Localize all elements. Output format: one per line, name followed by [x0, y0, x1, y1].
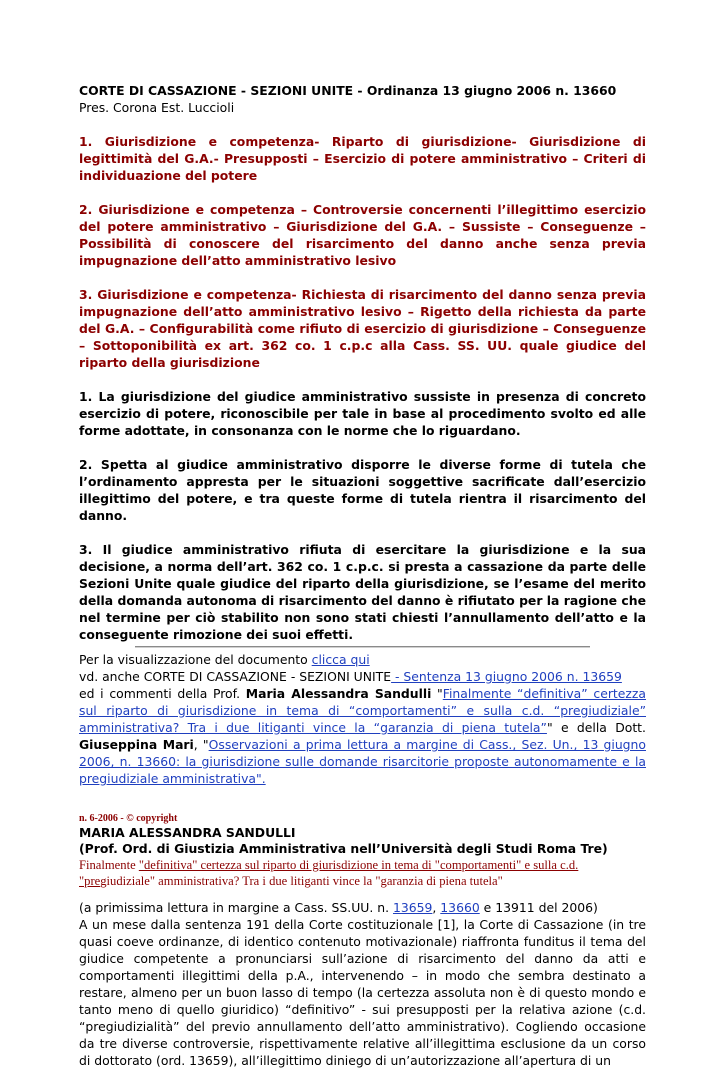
- author-mari: Giuseppina Mari: [79, 737, 194, 752]
- article-author: MARIA ALESSANDRA SANDULLI: [79, 825, 296, 840]
- note-sep: ,: [432, 900, 441, 915]
- author-sandulli: Maria Alessandra Sandulli: [245, 686, 432, 701]
- article-affiliation: (Prof. Ord. di Giustizia Amministrativa nell’Università degli Studi Roma Tre): [79, 841, 608, 856]
- article-body: A un mese dalla sentenza 191 della Corte costituzionale [1], la Corte di Cassazione (in tre quasi coeve ordinanze, di identico contenuto motivazionale) riaffronta funditus il tema del giudice competente a pronunciarsi sull’azione di risarcimento del danno da atti e comportamenti illegittimi della p.A., intervenendo – in modo che sembra destinato a restare, almeno per un buon lasso di tempo (la certezza assoluta non è di questo mondo e tanto meno di quello giuridico) “definitivo” - sui presupposti per la relativa azione (c.d. “pregiudizialità” del previo annullamento dell’atto amministrativo). Cogliendo occasione da tre diverse controversie, rispettivamente relative all’illegittima esclusione da un corso di dottorato (ord. 13659), all’illegittimo diniego di un’autorizzazione all’apertura di un: [79, 917, 646, 1068]
- view-document-prefix: Per la visualizzazione del documento: [79, 652, 312, 667]
- massima-2: 2. Spetta al giudice amministrativo disporre le diverse forme di tutela che l’ordinamento appresta per le situazioni soggettive sacrificate dall’esercizio illegittimo del potere, e tra queste forme di tutela rientra il risarcimento del danno.: [79, 457, 646, 523]
- note-link-13660[interactable]: 13660: [440, 900, 480, 915]
- document-page: [79, 82, 646, 1069]
- note-suffix: e 13911 del 2006): [479, 900, 598, 915]
- article-title: [79, 857, 646, 889]
- see-also-prefix: vd. anche CORTE DI CASSAZIONE - SEZIONI UNITE: [79, 669, 392, 684]
- view-document-link[interactable]: clicca qui: [311, 652, 370, 667]
- view-document-line: [79, 651, 646, 668]
- article-title-prefix: Finalmente: [79, 858, 139, 872]
- sentenza-13659-link[interactable]: - Sentenza 13 giugno 2006 n. 13659: [391, 669, 622, 684]
- divider: [135, 646, 590, 648]
- mari-article-link[interactable]: Osservazioni a prima lettura a margine di Cass., Sez. Un., 13 giugno 2006, n. 13660: la giurisdizione sulle domande risarcitorie proposte autonomamente e la pregiudiziale amministrativa".: [79, 737, 646, 786]
- massima-red-2: 2. Giurisdizione e competenza – Controversie concernenti l’illegittimo esercizio del potere amministrativo – Giurisdizione del G.A. – Sussiste – Conseguenze – Possibilità di conoscere del risarcimento del danno anche senza previa impugnazione dell’atto amministrativo lesivo: [79, 202, 646, 268]
- article-title-rest: giudiziale" amministrativa? Tra i due litiganti vince la "garanzia di piena tutela": [100, 874, 503, 888]
- comments-prefix: ed i commenti della Prof.: [79, 686, 246, 701]
- related-links-paragraph: [79, 668, 646, 787]
- document-subtitle: Pres. Corona Est. Luccioli: [79, 100, 235, 115]
- quote-open-1: ": [431, 686, 443, 701]
- sandulli-article-link[interactable]: Finalmente “definitiva” certezza sul riparto di giurisdizione in tema di “comportamenti” e sulla c.d. “pregiudiziale” amministrativa? Tra i due litiganti vince la “garanzia di piena tutela”: [79, 686, 647, 735]
- massima-red-1: 1. Giurisdizione e competenza- Riparto di giurisdizione- Giurisdizione di legittimità del G.A.- Presupposti – Esercizio di potere amministrativo – Criteri di individuazione del potere: [79, 134, 646, 183]
- massima-3: 3. Il giudice amministrativo rifiuta di esercitare la giurisdizione e la sua decisione, a norma dell’art. 362 co. 1 c.p.c. si presta a cassazione da parte delle Sezioni Unite quale giudice del riparto della giurisdizione, se l’esame del merito della domanda autonoma di risarcimento del danno è rifiutato per la ragione che nel termine per ciò stabilito non sono stati chiesti l’annullamento dell’atto e la conseguente rimozione dei suoi effetti.: [79, 542, 646, 642]
- article-note-prefix: (a primissima lettura in margine a Cass. SS.UU. n.: [79, 900, 393, 915]
- article-note: [79, 899, 646, 916]
- and-dott-text: " e della Dott.: [546, 720, 646, 735]
- quote-open-2: , ": [193, 737, 209, 752]
- article-title-link[interactable]: "definitiva" certezza sul riparto di giurisdizione in tema di "comportamenti" e sulla c.d. "pre: [79, 858, 579, 888]
- copyright-code: n. 6-2006 - © copyright: [79, 813, 178, 824]
- note-link-13659[interactable]: 13659: [392, 900, 433, 915]
- document-title: CORTE DI CASSAZIONE - SEZIONI UNITE - Ordinanza 13 giugno 2006 n. 13660: [79, 83, 617, 98]
- massima-1: 1. La giurisdizione del giudice amministrativo sussiste in presenza di concreto esercizio di potere, riconoscibile per tale in base al procedimento svolto ed alle forme adottate, in consonanza con le norme che lo riguardano.: [79, 389, 646, 438]
- massima-red-3: 3. Giurisdizione e competenza- Richiesta di risarcimento del danno senza previa impugnazione dell’atto amministrativo lesivo – Rigetto della richiesta da parte del G.A. – Configurabilità come rifiuto di esercizio di giurisdizione – Conseguenze – Sottoponibilità ex art. 362 co. 1 c.p.c alla Cass. SS. UU. quale giudice del riparto della giurisdizione: [79, 287, 646, 370]
